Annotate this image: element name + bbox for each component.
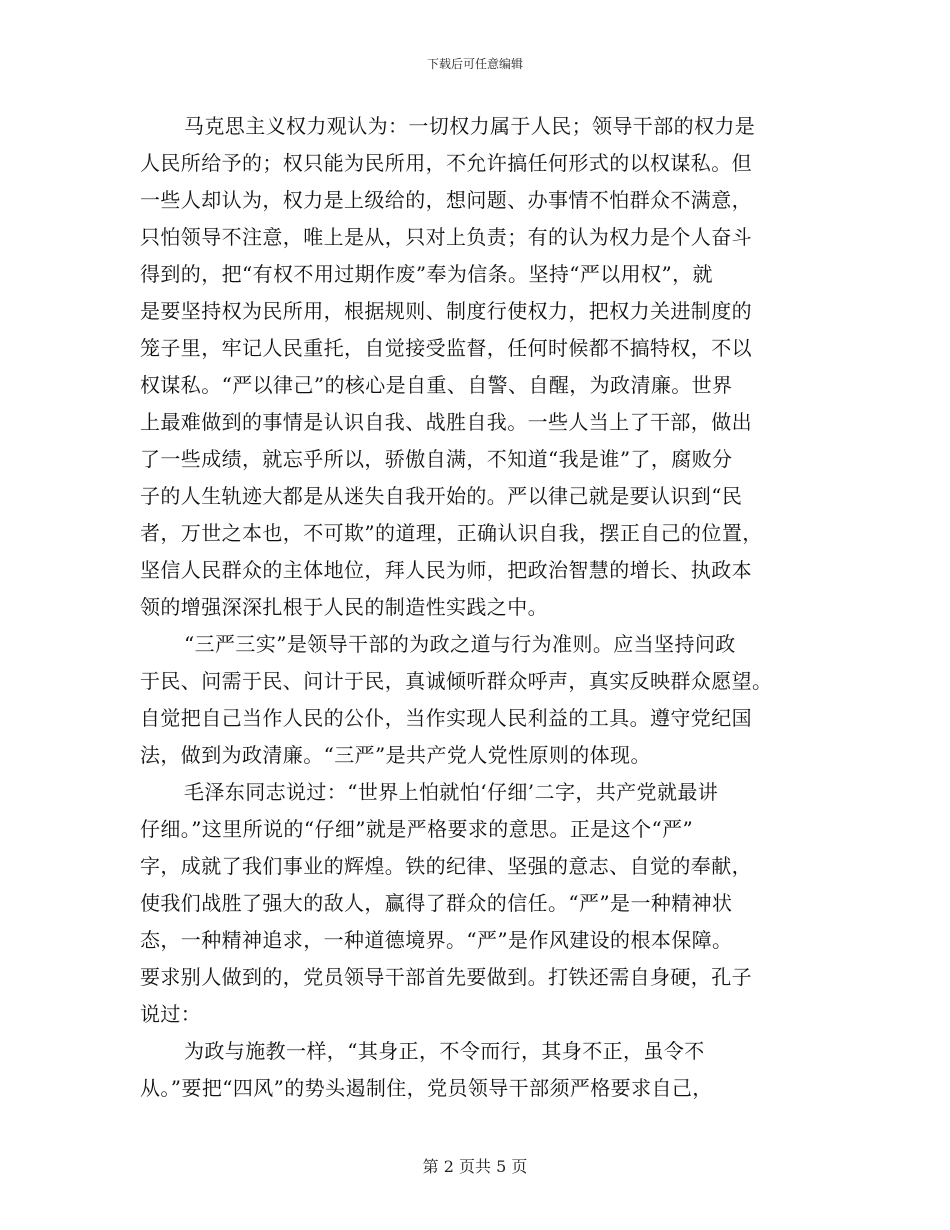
text-line: 仔细。”这里所说的“仔细”就是严格要求的意思。正是这个“严”	[140, 817, 694, 841]
paragraph-power-view	[140, 108, 805, 626]
text-line: 字，成就了我们事业的辉煌。铁的纪律、坚强的意志、自觉的奉献，	[140, 854, 752, 878]
text-line: 是要坚持权为民所用，根据规则、制度行使权力，把权力关进制度的	[140, 299, 752, 323]
text-line: “三严三实”是领导干部的为政之道与行为准则。应当坚持问政	[184, 632, 736, 656]
text-line: 使我们战胜了强大的敌人，赢得了群众的信任。“严”是一种精神状	[140, 891, 733, 915]
paragraph-three-stricts	[140, 626, 805, 774]
text-line: 了一些成绩，就忘乎所以，骄傲自满，不知道“我是谁”了，腐败分	[140, 447, 733, 471]
text-line: 说过：	[140, 1002, 202, 1026]
page-number-footer: 第 2 页共 5 页	[422, 1157, 528, 1176]
text-line: 领的增强深深扎根于人民的制造性实践之中。	[140, 595, 548, 619]
text-line: 坚信人民群众的主体地位，拜人民为师，把政治智慧的增长、执政本	[140, 558, 752, 582]
text-line: 笼子里，牢记人民重托，自觉接受监督，任何时候都不搞特权，不以	[140, 336, 752, 360]
paragraph-governance	[140, 1033, 805, 1107]
text-line: 得到的，把“有权不用过期作废”奉为信条。坚持“严以用权”，就	[140, 262, 713, 286]
text-line: 于民、问需于民、问计于民，真诚倾听群众呼声，真实反映群众愿望。	[140, 669, 773, 693]
text-line: 只怕领导不注意，唯上是从，只对上负责；有的认为权力是个人奋斗	[140, 225, 752, 249]
document-body	[140, 108, 805, 1107]
page-header: 下载后可任意编辑	[426, 57, 523, 71]
text-line: 法，做到为政清廉。“三严”是共产党人党性原则的体现。	[140, 743, 651, 767]
text-line: 毛泽东同志说过：“世界上怕就怕‘仔细’二字，共产党就最讲	[184, 780, 719, 804]
text-line: 人民所给予的；权只能为民所用，不允许搞任何形式的以权谋私。但	[140, 151, 752, 175]
text-line: 从。”要把“四风”的势头遏制住，党员领导干部须严格要求自己，	[140, 1076, 713, 1100]
text-line: 权谋私。“严以律己”的核心是自重、自警、自醒，为政清廉。世界	[140, 373, 733, 397]
text-line: 子的人生轨迹大都是从迷失自我开始的。严以律己就是要认识到“民	[140, 484, 743, 508]
text-line: 上最难做到的事情是认识自我、战胜自我。一些人当上了干部，做出	[140, 410, 752, 434]
text-line: 者，万世之本也，不可欺”的道理，正确认识自我，摆正自己的位置，	[140, 521, 763, 545]
text-line: 马克思主义权力观认为：一切权力属于人民；领导干部的权力是	[184, 114, 756, 138]
text-line: 态，一种精神追求，一种道德境界。“严”是作风建设的根本保障。	[140, 928, 733, 952]
text-line: 自觉把自己当作人民的公仆，当作实现人民利益的工具。遵守党纪国	[140, 706, 752, 730]
text-line: 要求别人做到的，党员领导干部首先要做到。打铁还需自身硬，孔子	[140, 965, 752, 989]
paragraph-mao-quote	[140, 774, 805, 1033]
text-line: 为政与施教一样，“其身正，不令而行，其身不正，虽令不	[184, 1039, 705, 1063]
text-line: 一些人却认为，权力是上级给的，想问题、办事情不怕群众不满意，	[140, 188, 752, 212]
